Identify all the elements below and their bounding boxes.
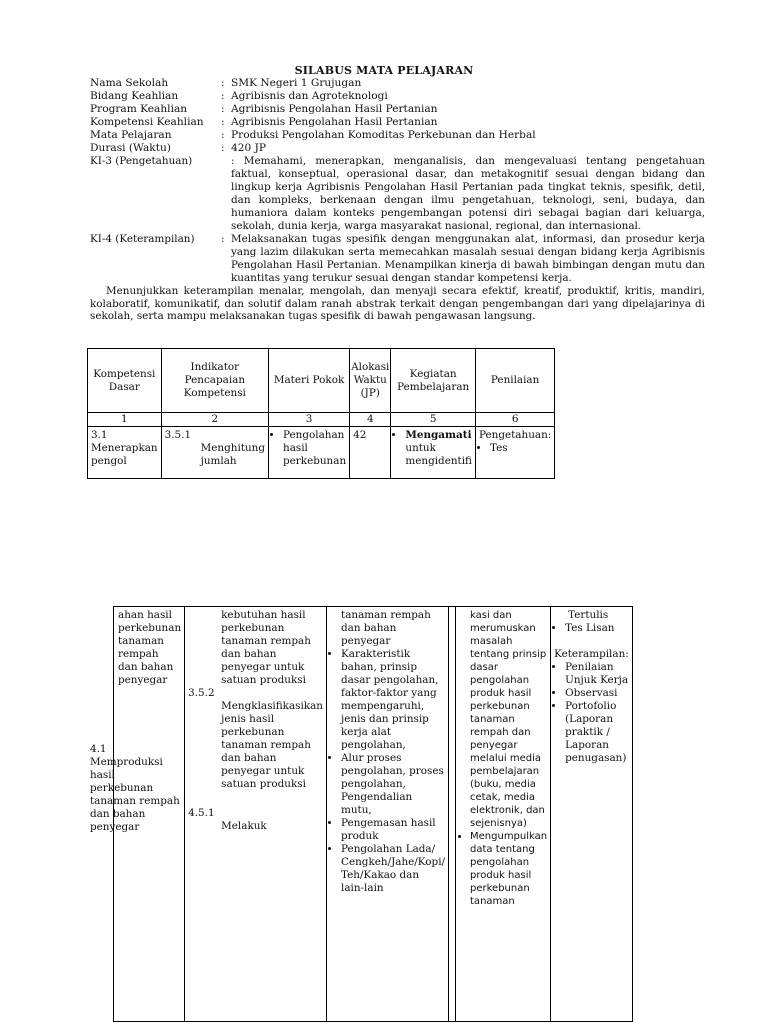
ki4-text-1: Melaksanakan tugas spesifik dengan menggunakan alat, informasi, dan prosedur kerja yang lazim dilakukan serta memecahkan masalah sesuai dengan bidang kerja Agribisnis Pengolahan Hasil Pertanian. Menampilkan kinerja di bawah bimbingan dengan mutu dan kuantitas yang terukur sesuai dengan standar kompetensi kerja. bbox=[231, 233, 705, 284]
meta-value: 420 JP bbox=[231, 141, 266, 154]
penilaian-item: • Tes Lisan bbox=[565, 622, 629, 635]
materi-item: • Alur proses pengolahan, proses pengolahan, Pengendalian mutu, bbox=[341, 752, 445, 817]
kegiatan-cell bbox=[391, 427, 476, 479]
table-header-row bbox=[88, 349, 555, 413]
metadata-block bbox=[90, 77, 705, 154]
header-materi-pokok: Materi Pokok bbox=[269, 349, 350, 413]
ipk-text: Menghitung jumlah bbox=[200, 442, 265, 467]
ipk-text: Melakuk bbox=[221, 820, 267, 832]
kegiatan-bold: Mengamati bbox=[405, 429, 472, 441]
meta-value: Agribisnis Pengolahan Hasil Pertanian bbox=[231, 115, 438, 128]
header-kompetensi-dasar: Kompetensi Dasar bbox=[88, 349, 162, 413]
table-number-row bbox=[88, 413, 555, 427]
ki3-block bbox=[90, 155, 705, 232]
ki4-text-2: Menunjukkan keterampilan menalar, mengolah, dan menyaji secara efektif, kreatif, produktif, kritis, mandiri, kolaboratif, komunikatif, dan solutif dalam ranah abstrak terkait dengan pengembangan dari yang dipelajarinya di sekolah, serta mampu melaksanakan tugas spesifik di bawah pengawasan langsung. bbox=[90, 284, 705, 323]
syllabus-table-part-2 bbox=[90, 606, 633, 1022]
meta-label: Kompetensi Keahlian bbox=[90, 115, 204, 128]
meta-label: Durasi (Waktu) bbox=[90, 141, 171, 154]
penilaian-item: • Portofolio (Laporan praktik / Laporan penugasan) bbox=[565, 700, 629, 765]
ki4-label: KI-4 (Keterampilan) bbox=[90, 233, 195, 245]
ki3-text: : Memahami, menerapkan, menganalisis, dan mengevaluasi tentang pengetahuan faktual, konseptual, operasional dasar, dan metakognitif sesuai dengan bidang dan lingkup kerja Agribisnis Pengolahan Hasil Pertanian pada tingkat teknis, spesifik, detil, dan kompleks, berkenaan dengan ilmu pengetahuan, teknologi, seni, budaya, dan humaniora dalam konteks pengembangan potensi diri sebagai bagian dari keluarga, sekolah, dunia kerja, warga masyarakat nasional, regional, dan internasional. bbox=[231, 155, 705, 232]
kegiatan-text: untuk mengidentifi bbox=[405, 442, 472, 467]
keterampilan-label: Keterampilan: bbox=[554, 648, 629, 660]
header-penilaian: Penilaian bbox=[475, 349, 554, 413]
ipk-number: 4.5.1 bbox=[188, 807, 215, 819]
header-alokasi-waktu: Alokasi Waktu (JP) bbox=[350, 349, 391, 413]
header-kegiatan: Kegiatan Pembelajaran bbox=[391, 349, 476, 413]
meta-label: Nama Sekolah bbox=[90, 77, 169, 89]
penilaian-label: Pengetahuan: bbox=[478, 429, 552, 441]
meta-value: Produksi Pengolahan Komoditas Perkebunan dan Herbal bbox=[231, 128, 536, 141]
materi-cell bbox=[269, 427, 350, 479]
materi-item: • Pengolahan hasil perkebunan bbox=[283, 429, 346, 468]
meta-value: Agribisnis dan Agroteknologi bbox=[231, 89, 388, 102]
penilaian-item: • Observasi bbox=[565, 687, 629, 700]
jp-cell bbox=[449, 607, 456, 1022]
kegiatan-item: • Mengumpulkan data tentang pengolahan produk hasil perkebunan tanaman bbox=[470, 830, 547, 908]
ipk-continued: kebutuhan hasil perkebunan tanaman rempah dan bahan penyegar untuk satuan produksi bbox=[221, 609, 311, 686]
kd-text: 4.1 Memproduksi hasil perkebunan tanaman rempah dan bahan penyegar bbox=[90, 743, 180, 833]
column-number: 5 bbox=[391, 413, 476, 427]
penilaian-item: • Tes bbox=[490, 442, 551, 455]
materi-continued: tanaman rempah dan bahan penyegar bbox=[341, 609, 431, 647]
kd-cell: 3.1 Menerapkan pengol bbox=[88, 427, 162, 479]
materi-item: • Pengolahan Lada/ Cengkeh/Jahe/Kopi/ Teh/Kakao dan lain-lain bbox=[341, 843, 445, 895]
kegiatan-cell bbox=[456, 607, 551, 1022]
column-number: 1 bbox=[88, 413, 162, 427]
penilaian-cell bbox=[551, 607, 633, 1022]
ipk-number: 3.5.1 bbox=[164, 429, 192, 441]
meta-label: Mata Pelajaran bbox=[90, 128, 172, 141]
column-number: 4 bbox=[350, 413, 391, 427]
ipk-cell bbox=[161, 427, 268, 479]
meta-label: Bidang Keahlian bbox=[90, 89, 179, 102]
column-number: 3 bbox=[269, 413, 350, 427]
ki3-label: KI-3 (Pengetahuan) bbox=[90, 155, 193, 167]
ipk-text: Mengklasifikasikan jenis hasil perkebunan tanaman rempah dan bahan penyegar untuk satuan produksi bbox=[221, 700, 324, 790]
ki4-colon: : bbox=[221, 233, 225, 245]
ki4-block bbox=[90, 233, 705, 323]
column-number: 2 bbox=[161, 413, 268, 427]
column-number: 6 bbox=[475, 413, 554, 427]
meta-row: Program Keahlian : Agribisnis Pengolahan Hasil Pertanian bbox=[90, 103, 705, 116]
ipk-cell bbox=[185, 607, 327, 1022]
meta-value: SMK Negeri 1 Grujugan bbox=[231, 77, 362, 89]
meta-value: Agribisnis Pengolahan Hasil Pertanian bbox=[231, 102, 438, 115]
penilaian-continued: Tertulis bbox=[568, 609, 609, 621]
header-indikator: Indikator Pencapaian Kompetensi bbox=[161, 349, 268, 413]
table-row bbox=[114, 607, 633, 1022]
meta-row: Bidang Keahlian : Agribisnis dan Agroteknologi bbox=[90, 90, 705, 103]
meta-label: Program Keahlian bbox=[90, 102, 188, 115]
kegiatan-continued: kasi dan merumuskan masalah tentang prinsip dasar pengolahan produk hasil perkebunan tanaman rempah dan penyegar melalui media pembelajaran (buku, media cetak, media elektronik, dan sejenisnya) bbox=[470, 610, 547, 829]
meta-row: Mata Pelajaran : Produksi Pengolahan Komoditas Perkebunan dan Herbal bbox=[90, 129, 705, 142]
penilaian-item: • Penilaian Unjuk Kerja bbox=[565, 661, 629, 687]
penilaian-cell bbox=[475, 427, 554, 479]
materi-item: • Karakteristik bahan, prinsip dasar pengolahan, faktor-faktor yang mempengaruhi, jenis dan prinsip kerja alat pengolahan, bbox=[341, 648, 445, 752]
meta-row: Durasi (Waktu) : 420 JP bbox=[90, 142, 705, 155]
kd-continued: ahan hasil perkebunan tanaman rempah dan bahan penyegar bbox=[118, 609, 182, 686]
syllabus-table-part-1 bbox=[87, 348, 555, 479]
materi-item: • Pengemasan hasil produk bbox=[341, 817, 445, 843]
kd-cell bbox=[90, 607, 185, 1022]
materi-cell bbox=[327, 607, 449, 1022]
table-row bbox=[88, 427, 555, 479]
ipk-number: 3.5.2 bbox=[188, 687, 215, 699]
meta-row: Nama Sekolah : SMK Negeri 1 Grujugan bbox=[90, 77, 705, 90]
document-title: SILABUS MATA PELAJARAN bbox=[294, 64, 474, 77]
jp-cell: 42 bbox=[350, 427, 391, 479]
meta-row: Kompetensi Keahlian : Agribisnis Pengolahan Hasil Pertanian bbox=[90, 116, 705, 129]
